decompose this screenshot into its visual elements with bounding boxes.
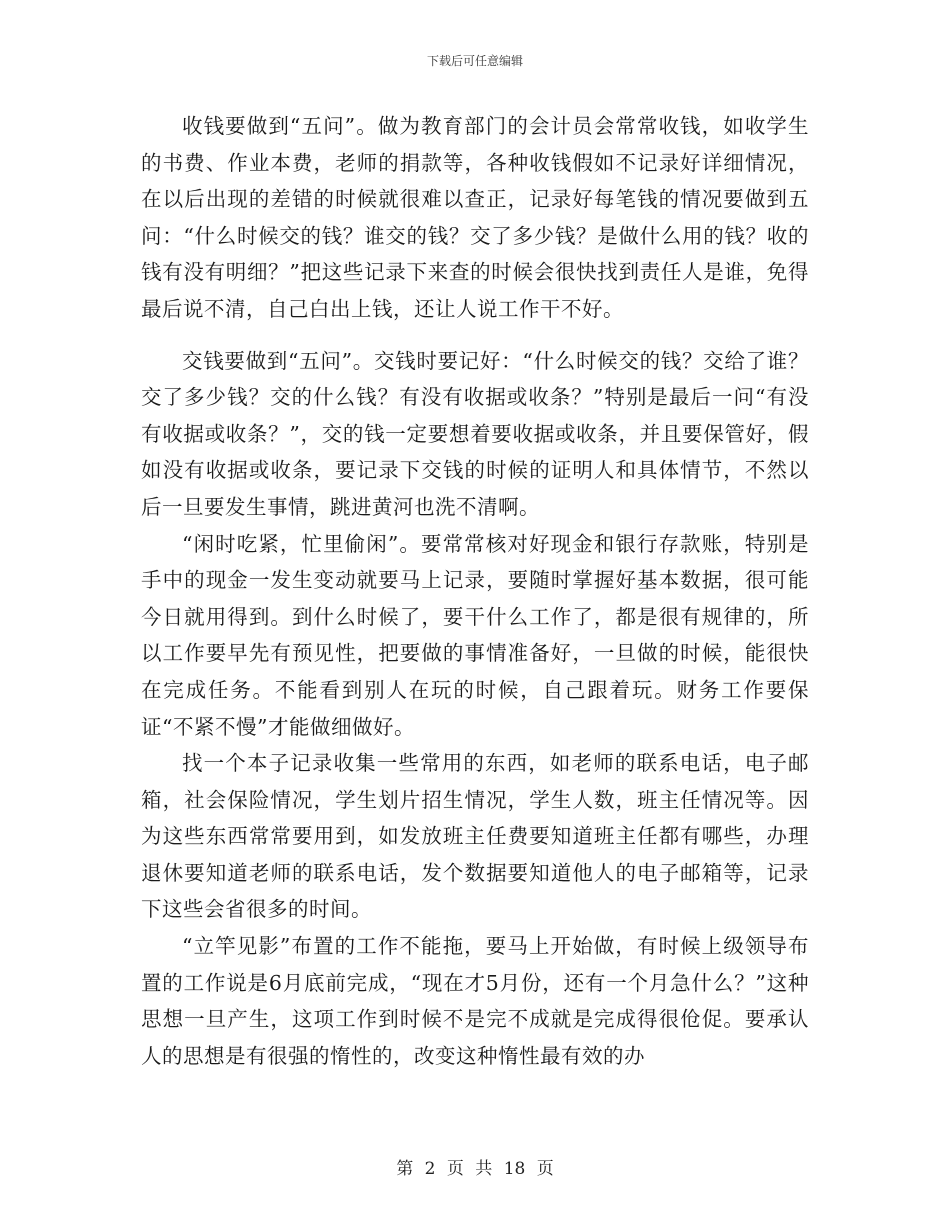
paragraph-notebook: 找一个本子记录收集一些常用的东西，如老师的联系电话，电子邮箱，社会保险情况，学生划片招生情况，学生人数，班主任情况等。因为这些东西常常要用到，如发放班主任费要知道班主任都有哪些，办理退休要知道老师的联系电话，发个数据要知道他人的电子邮箱等，记录下这些会省很多的时间。 — [141, 751, 809, 922]
paragraph-collect-money: 收钱要做到“五问”。做为教育部门的会计员会常常收钱，如收学生的书费、作业本费，老师的捐款等，各种收钱假如不记录好详细情况，在以后出现的差错的时候就很难以查正，记录好每笔钱的情况要做到五问：“什么时候交的钱？谁交的钱？交了多少钱？是做什么用的钱？收的钱有没有明细？”把这些记录下来查的时候会很快找到责任人是谁，免得最后说不清，自己白出上钱，还让人说工作干不好。 — [141, 114, 809, 321]
paragraph-busy-idle: “闲时吃紧，忙里偷闲”。要常常核对好现金和银行存款账，特别是手中的现金一发生变动就要马上记录，要随时掌握好基本数据，很可能今日就用得到。到什么时候了，要干什么工作了，都是很有规律的，所以工作要早先有预见性，把要做的事情准备好，一旦做的时候，能很快在完成任务。不能看到别人在玩的时候，自己跟着玩。财务工作要保证“不紧不慢”才能做细做好。 — [141, 531, 809, 739]
page-header: 下载后可任意编辑 — [426, 54, 523, 68]
document-body — [141, 108, 809, 1074]
paragraph-immediate-action: “立竿见影”布置的工作不能拖，要马上开始做，有时候上级领导布置的工作说是6月底前完成，“现在才5月份，还有一个月急什么？”这种思想一旦产生，这项工作到时候不是完不成就是完成得很伧促。要承认人的思想是有很强的惰性的，改变这种惰性最有效的办 — [141, 934, 809, 1068]
paragraph-pay-money: 交钱要做到“五问”。交钱时要记好：“什么时候交的钱？交给了谁？交了多少钱？交的什么钱？有没有收据或收条？”特别是最后一问“有没有收据或收条？”，交的钱一定要想着要收据或收条，并且要保管好，假如没有收据或收条，要记录下交钱的时候的证明人和具体情节，不然以后一旦要发生事情，跳进黄河也洗不清啊。 — [141, 348, 809, 519]
page-footer: 第 2 页 共 18 页 — [396, 1159, 554, 1179]
